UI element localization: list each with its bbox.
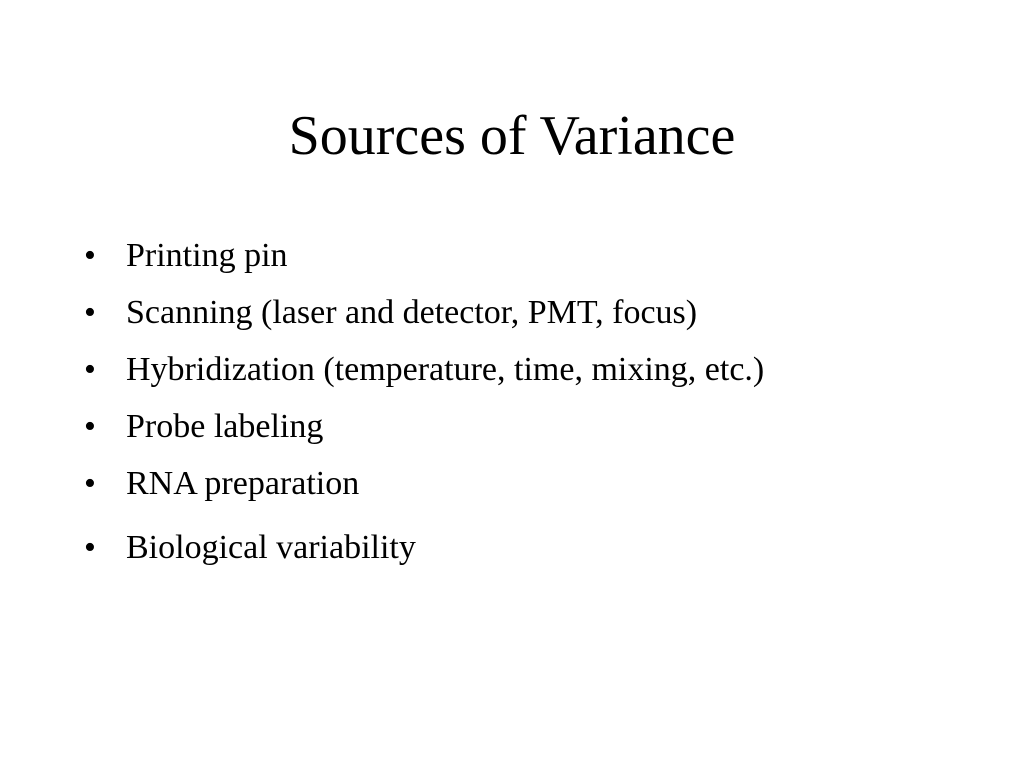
- slide-title: Sources of Variance: [288, 105, 736, 167]
- bullet-text: Printing pin: [126, 237, 288, 274]
- bullet-dot-icon: •: [84, 351, 96, 388]
- bullet-item-probe-labeling: [84, 398, 964, 455]
- bullet-text: RNA preparation: [126, 465, 360, 502]
- bullet-item-printing-pin: [84, 227, 964, 284]
- bullet-text: Hybridization (temperature, time, mixing, etc.): [126, 351, 765, 388]
- bullet-item-rna-preparation: [84, 455, 964, 512]
- bullet-dot-icon: •: [84, 465, 96, 502]
- bullet-text: Probe labeling: [126, 408, 324, 445]
- bullet-dot-icon: •: [84, 529, 96, 566]
- bullet-dot-icon: •: [84, 294, 96, 331]
- bullet-text: Scanning (laser and detector, PMT, focus): [126, 294, 698, 331]
- bullet-list: [84, 227, 964, 576]
- bullet-item-biological-variability: [84, 519, 964, 576]
- bullet-dot-icon: •: [84, 408, 96, 445]
- bullet-item-scanning: [84, 284, 964, 341]
- bullet-item-hybridization: [84, 341, 964, 398]
- bullet-dot-icon: •: [84, 237, 96, 274]
- bullet-text: Biological variability: [126, 529, 416, 566]
